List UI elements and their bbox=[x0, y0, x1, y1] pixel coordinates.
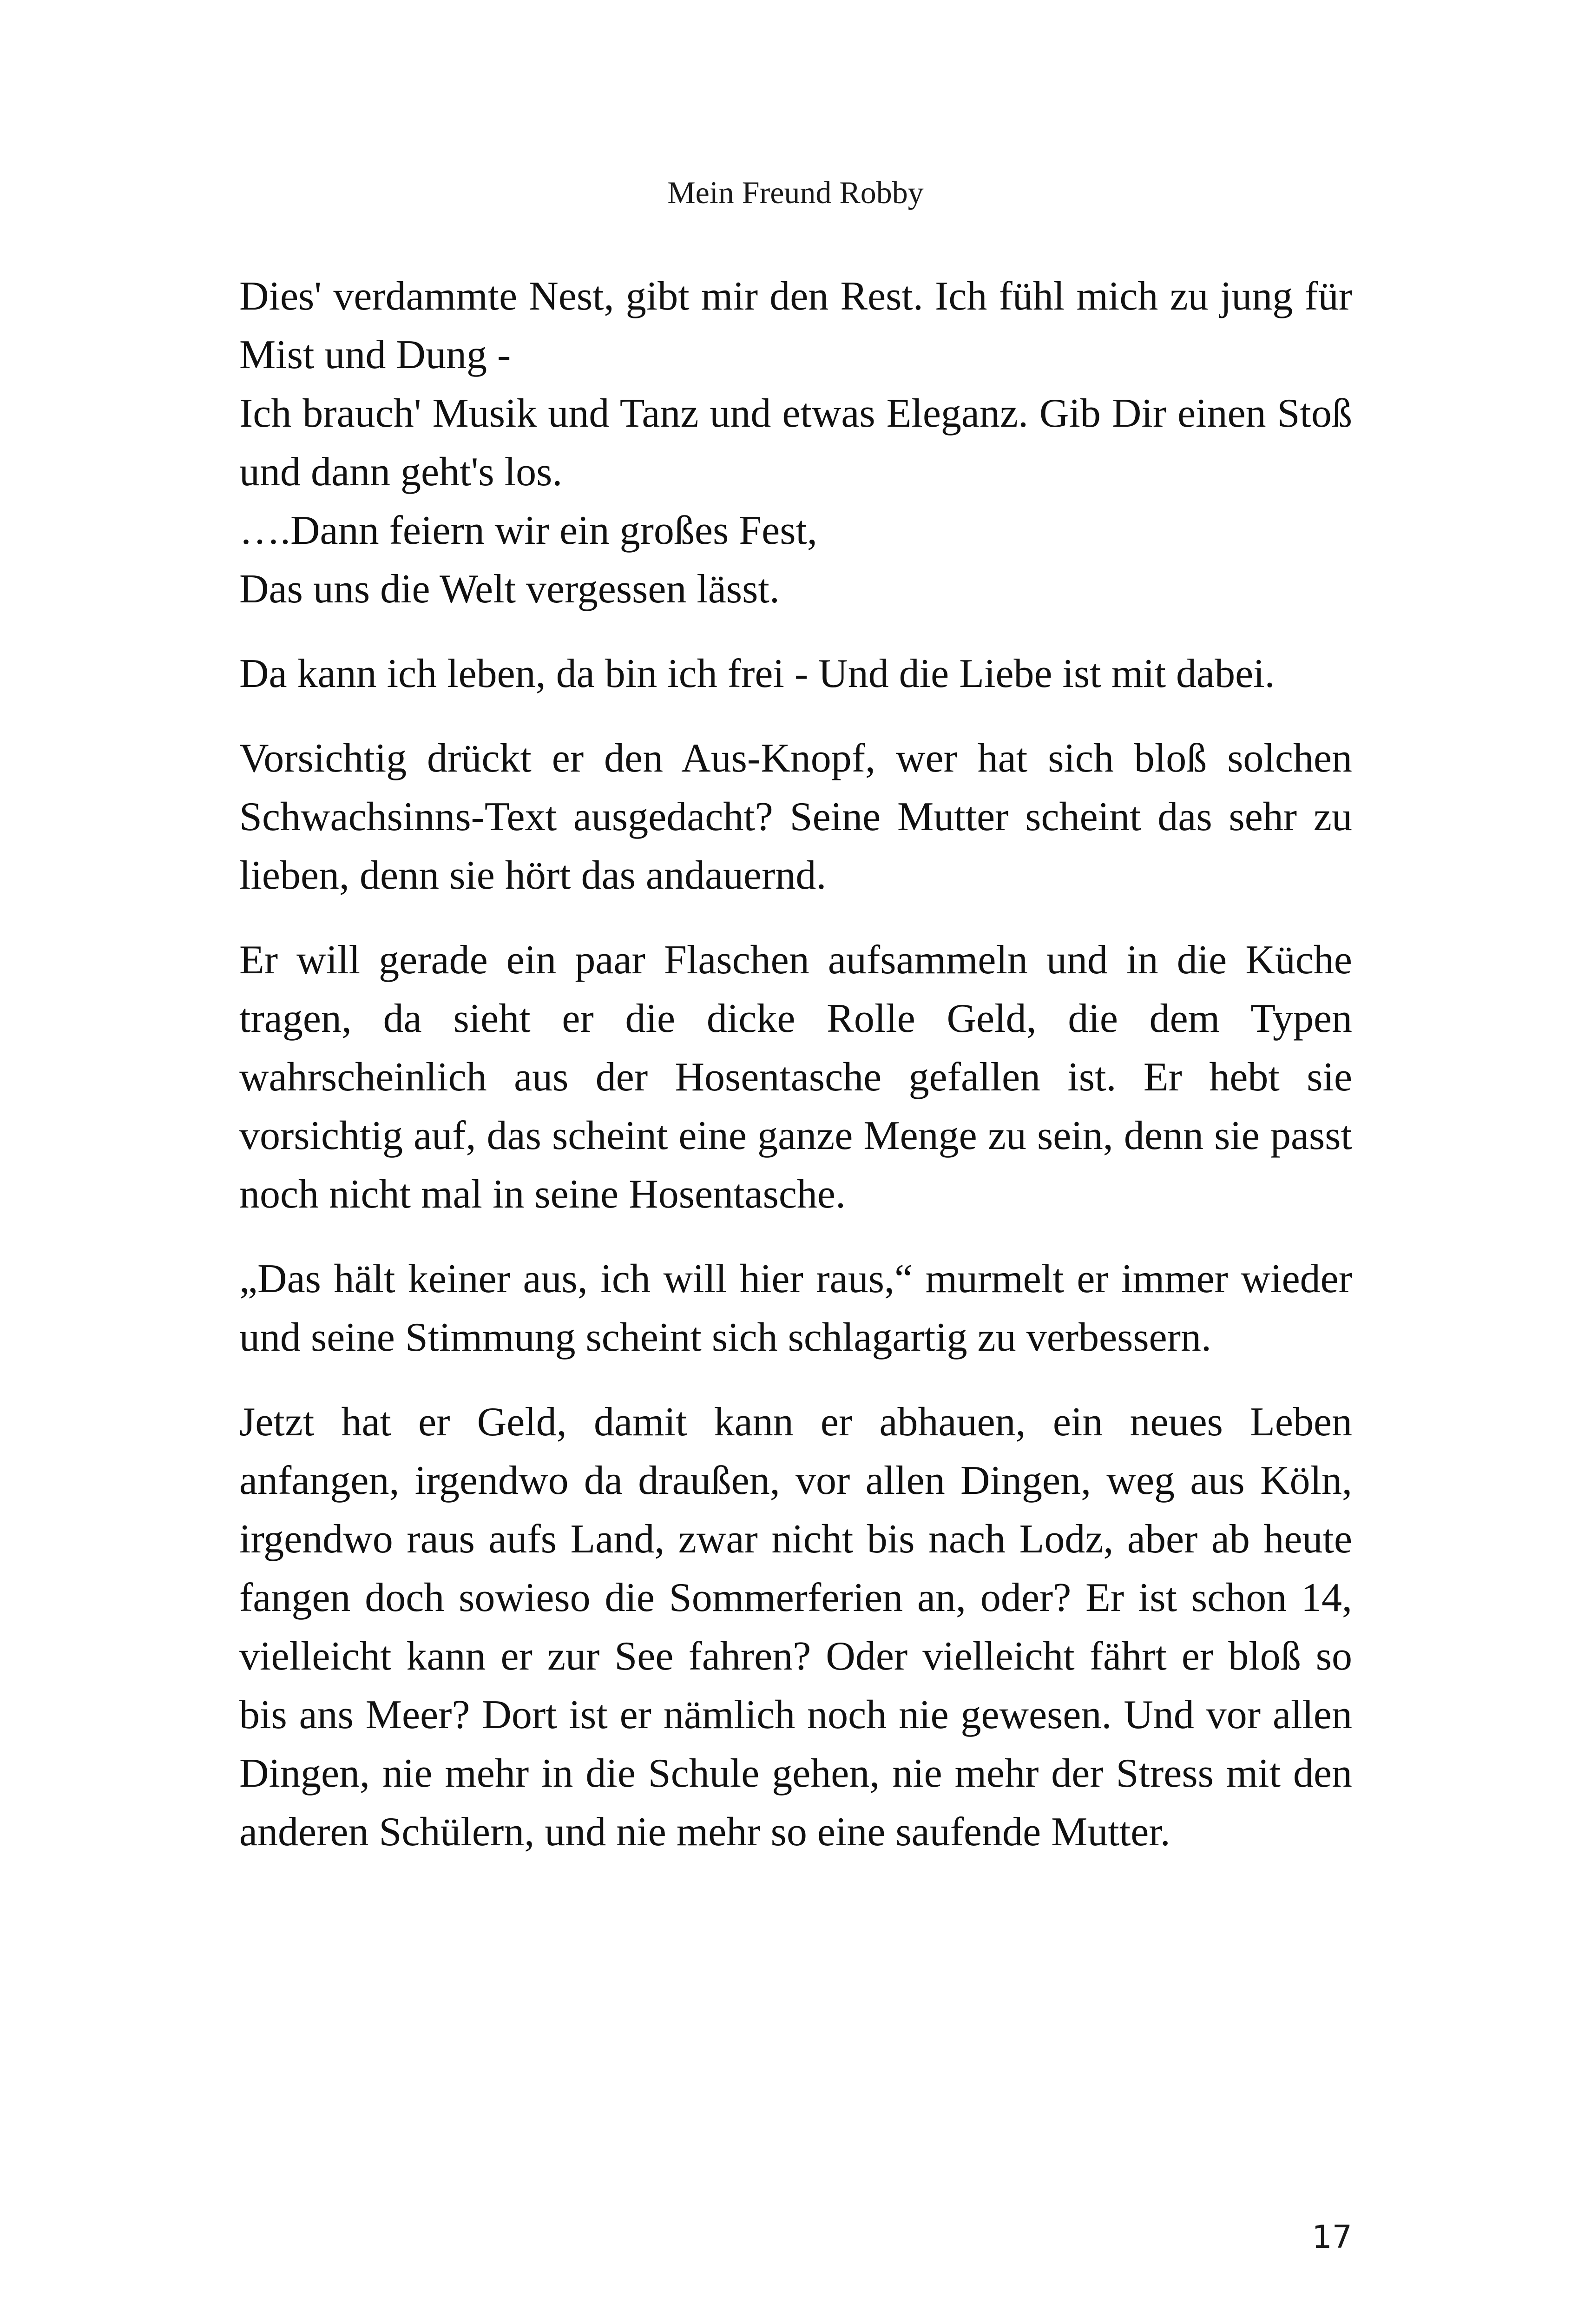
song-lyrics-verse bbox=[239, 267, 1352, 619]
paragraph: Da kann ich leben, da bin ich frei - Und die Liebe ist mit dabei. bbox=[239, 651, 1275, 696]
paragraph: „Das hält keiner aus, ich will hier raus,“ murmelt er immer wieder und seine Stimmung scheint sich schlagartig zu verbessern. bbox=[239, 1256, 1352, 1360]
body-text bbox=[239, 267, 1352, 1888]
page-number: 17 bbox=[1312, 2219, 1352, 2256]
running-header: Mein Freund Robby bbox=[667, 175, 924, 210]
paragraph: Jetzt hat er Geld, damit kann er abhauen, ein neues Leben anfangen, irgendwo da draußen, vor allen Dingen, weg aus Köln, irgendwo raus aufs Land, zwar nicht bis nach Lodz, aber ab heute fangen doch sowieso die Sommerferien an, oder? Er ist schon 14, vielleicht kann er zur See fahren? Oder vielleicht fährt er bloß so bis ans Meer? Dort ist er nämlich noch nie gewesen. Und vor allen Dingen, nie mehr in die Schule gehen, nie mehr der Stress mit den anderen Schülern, und nie mehr so eine saufende Mutter. bbox=[239, 1400, 1352, 1855]
paragraph: Vorsichtig drückt er den Aus-Knopf, wer hat sich bloß solchen Schwachsinns-Text ausgedacht? Seine Mutter scheint das sehr zu lieben, denn sie hört das andauernd. bbox=[239, 736, 1352, 898]
verse-line: Ich brauch' Musik und Tanz und etwas Eleganz. Gib Dir einen Stoß und dann geht's los. bbox=[239, 391, 1352, 495]
verse-line: Dies' verdammte Nest, gibt mir den Rest. Ich fühl mich zu jung für Mist und Dung - bbox=[239, 274, 1352, 377]
verse-line: ….Dann feiern wir ein großes Fest, bbox=[239, 508, 817, 553]
verse-line: Das uns die Welt vergessen lässt. bbox=[239, 567, 780, 612]
paragraph: Er will gerade ein paar Flaschen aufsammeln und in die Küche tragen, da sieht er die dicke Rolle Geld, die dem Typen wahrscheinlich aus der Hosentasche gefallen ist. Er hebt sie vorsichtig auf, das scheint eine ganze Menge zu sein, denn sie passt noch nicht mal in seine Hosentasche. bbox=[239, 938, 1352, 1217]
